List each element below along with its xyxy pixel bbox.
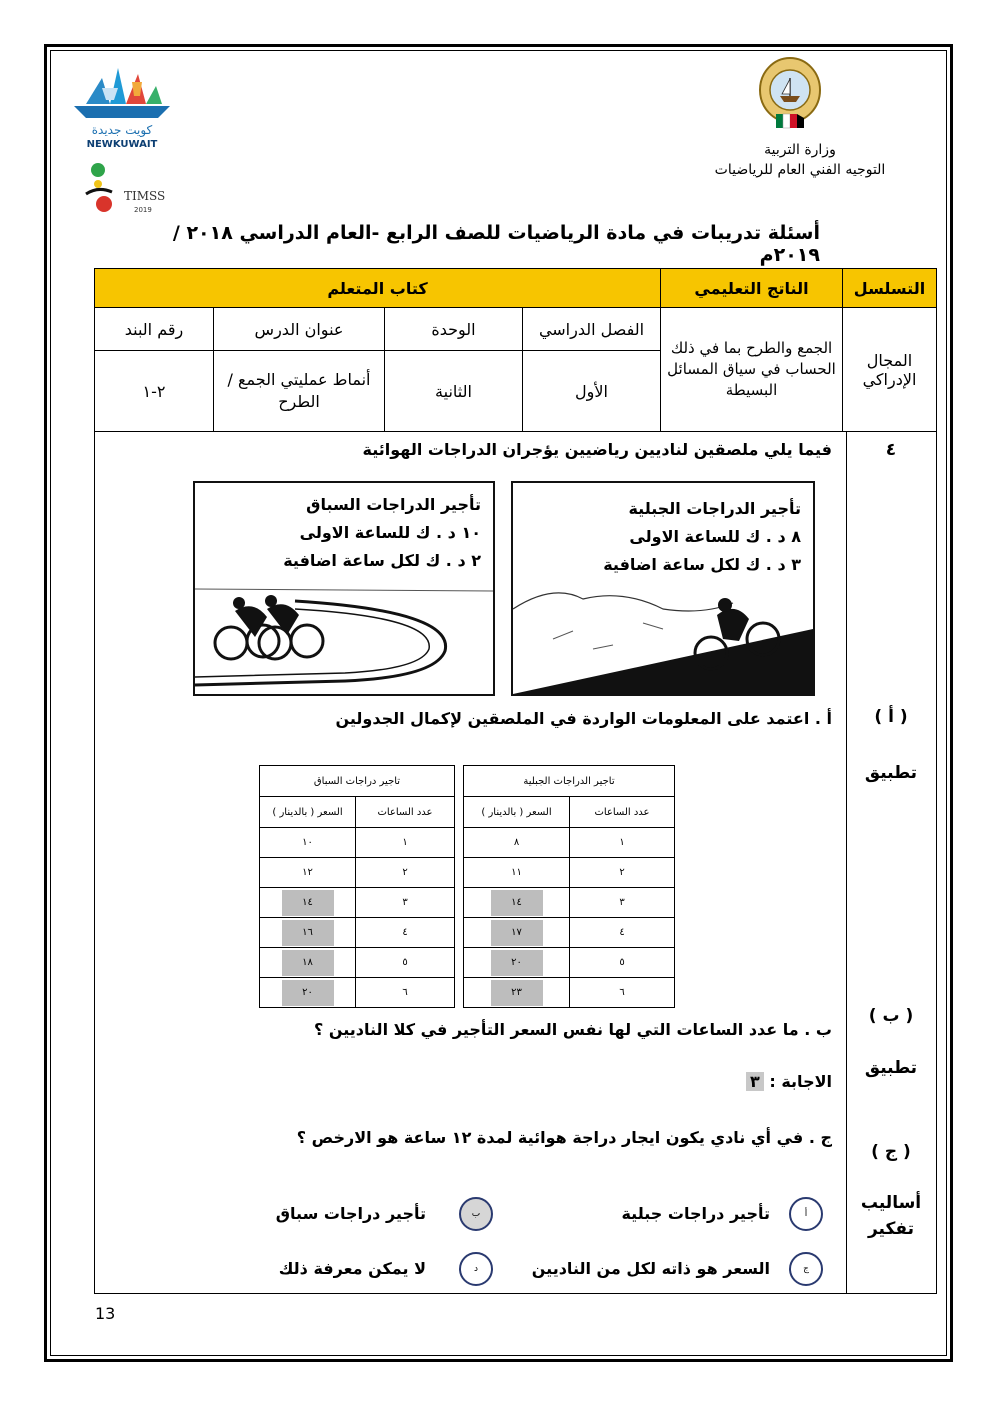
answer-line: [600, 1072, 832, 1091]
option-b-text[interactable]: تأجير دراجات سباق: [275, 1204, 426, 1223]
sequence-header: التسلسل: [843, 269, 937, 308]
page-number: 13: [95, 1304, 116, 1323]
ministry-name: وزارة التربية: [764, 142, 836, 158]
part-c-skill: أساليب تفكير: [860, 1193, 922, 1239]
value-semester: الأول: [523, 351, 661, 432]
table-row: [464, 888, 675, 918]
table-row: [464, 978, 675, 1008]
option-d-radio[interactable]: د: [459, 1252, 493, 1286]
mountain-price-cell: [464, 978, 570, 1008]
table-race-col-hours: عدد الساعات: [356, 797, 455, 828]
race-price-answer: ٢٠: [282, 980, 334, 1006]
svg-text:TIMSS: TIMSS: [124, 189, 166, 203]
race-hours-cell: ١: [356, 828, 455, 858]
table-mountain-title: تاجير الدراجات الجبلية: [464, 766, 675, 797]
race-cyclists-illustration: [195, 581, 493, 694]
svg-text:2019: 2019: [134, 206, 152, 214]
race-hours-cell: ٢: [356, 858, 455, 888]
part-b-skill: تطبيق: [864, 1058, 918, 1078]
part-b-label: ( ب ): [868, 1006, 914, 1026]
mountain-price-cell: [464, 918, 570, 948]
timss-logo: [84, 160, 180, 216]
race-price-cell: [260, 948, 356, 978]
ministry-block: [700, 140, 900, 180]
mountain-hours-cell: ٥: [570, 948, 675, 978]
mountain-price-answer: ٢٠: [491, 950, 543, 976]
mountain-price-cell: [464, 888, 570, 918]
part-c-label: ( ج ): [871, 1142, 911, 1162]
part-a-skill: تطبيق: [864, 763, 918, 783]
mountain-price-answer: ١٤: [491, 890, 543, 916]
part-c-text: ج . في أي نادي يكون ايجار دراجة هوائية لمدة ١٢ ساعة هو الارخص ؟: [296, 1128, 832, 1147]
table-row: [464, 918, 675, 948]
part-a-label: ( أ ): [874, 707, 908, 727]
question-number: ٤: [885, 440, 897, 460]
race-price-cell: ١٢: [260, 858, 356, 888]
table-row: [464, 828, 675, 858]
svg-text:كويت جديدة: كويت جديدة: [91, 123, 153, 137]
kuwait-emblem: [754, 52, 826, 136]
outcome-text: الجمع والطرح بما في ذلك الحساب في سياق المسائل البسيطة: [661, 308, 843, 432]
header-item-number: رقم البند: [95, 308, 214, 351]
new-kuwait-logo: [66, 58, 178, 150]
answer-label: الاجابة :: [769, 1072, 832, 1091]
race-price-cell: [260, 918, 356, 948]
mountain-cyclist-illustration: [513, 579, 813, 694]
poster-mountain-title: تأجير الدراجات الجبلية: [628, 499, 801, 518]
mountain-price-cell: [464, 948, 570, 978]
option-c-radio[interactable]: ج: [789, 1252, 823, 1286]
meta-table: [94, 268, 937, 432]
poster-mountain-extra-hour: ٣ د . ك لكل ساعة اضافية: [603, 555, 801, 574]
question-intro: فيما يلي ملصقين لناديين رياضيين يؤجران الدراجات الهوائية: [362, 440, 832, 459]
table-race-col-price: السعر ( بالدينار ): [260, 797, 356, 828]
table-row: [260, 828, 455, 858]
department-name: التوجيه الفني العام للرياضيات: [714, 162, 886, 178]
race-price-answer: ١٨: [282, 950, 334, 976]
mountain-price-cell: ٨: [464, 828, 570, 858]
svg-text:NEWKUWAIT: NEWKUWAIT: [86, 139, 158, 150]
race-hours-cell: ٤: [356, 918, 455, 948]
outcome-header: الناتج التعليمي: [661, 269, 843, 308]
mountain-price-cell: ١١: [464, 858, 570, 888]
mountain-hours-cell: ٣: [570, 888, 675, 918]
page-title: أسئلة تدريبات في مادة الرياضيات للصف الرابع -العام الدراسي ٢٠١٨ / ٢٠١٩م: [172, 222, 820, 266]
value-lesson-title: أنماط عمليتي الجمع / الطرح: [214, 351, 385, 432]
column-divider: [846, 431, 847, 1294]
table-race: [259, 765, 455, 1008]
mountain-price-answer: ٢٣: [491, 980, 543, 1006]
race-price-cell: ١٠: [260, 828, 356, 858]
table-row: [464, 858, 675, 888]
poster-race-first-hour: ١٠ د . ك للساعة الاولى: [299, 523, 481, 542]
part-a-text: أ . اعتمد على المعلومات الواردة في الملصقين لإكمال الجدولين: [335, 709, 832, 728]
race-price-cell: [260, 978, 356, 1008]
race-price-cell: [260, 888, 356, 918]
mountain-price-answer: ١٧: [491, 920, 543, 946]
answer-value: ٣: [746, 1072, 764, 1091]
value-unit: الثانية: [385, 351, 523, 432]
book-header: كتاب المتعلم: [95, 269, 661, 308]
mountain-hours-cell: ١: [570, 828, 675, 858]
table-row: [260, 918, 455, 948]
table-row: [464, 948, 675, 978]
poster-mountain-first-hour: ٨ د . ك للساعة الاولى: [629, 527, 801, 546]
race-price-answer: ١٤: [282, 890, 334, 916]
race-price-answer: ١٦: [282, 920, 334, 946]
table-mountain-col-hours: عدد الساعات: [570, 797, 675, 828]
option-c-text[interactable]: السعر هو ذاته لكل من الناديين: [531, 1259, 770, 1278]
mountain-hours-cell: ٦: [570, 978, 675, 1008]
poster-race-extra-hour: ٢ د . ك لكل ساعة اضافية: [283, 551, 481, 570]
table-mountain: [463, 765, 675, 1008]
poster-mountain: [511, 481, 815, 696]
race-hours-cell: ٣: [356, 888, 455, 918]
domain-label: المجال الإدراكي: [843, 308, 937, 432]
poster-race: [193, 481, 495, 696]
table-row: [260, 948, 455, 978]
option-d-text[interactable]: لا يمكن معرفة ذلك: [278, 1259, 426, 1278]
table-row: [260, 858, 455, 888]
header-semester: الفصل الدراسي: [523, 308, 661, 351]
option-a-text[interactable]: تأجير دراجات جبلية: [621, 1204, 770, 1223]
option-b-radio[interactable]: ب: [459, 1197, 493, 1231]
header-lesson-title: عنوان الدرس: [214, 308, 385, 351]
mountain-hours-cell: ٤: [570, 918, 675, 948]
value-item-number: ٢-١: [95, 351, 214, 432]
table-mountain-col-price: السعر ( بالدينار ): [464, 797, 570, 828]
mountain-hours-cell: ٢: [570, 858, 675, 888]
part-b-text: ب . ما عدد الساعات التي لها نفس السعر التأجير في كلا الناديين ؟: [314, 1020, 832, 1039]
header-unit: الوحدة: [385, 308, 523, 351]
race-hours-cell: ٦: [356, 978, 455, 1008]
table-row: [260, 978, 455, 1008]
table-row: [260, 888, 455, 918]
race-hours-cell: ٥: [356, 948, 455, 978]
poster-race-title: تأجير الدراجات السباق: [306, 495, 481, 514]
table-race-title: تاجير دراجات السباق: [260, 766, 455, 797]
option-a-radio[interactable]: أ: [789, 1197, 823, 1231]
